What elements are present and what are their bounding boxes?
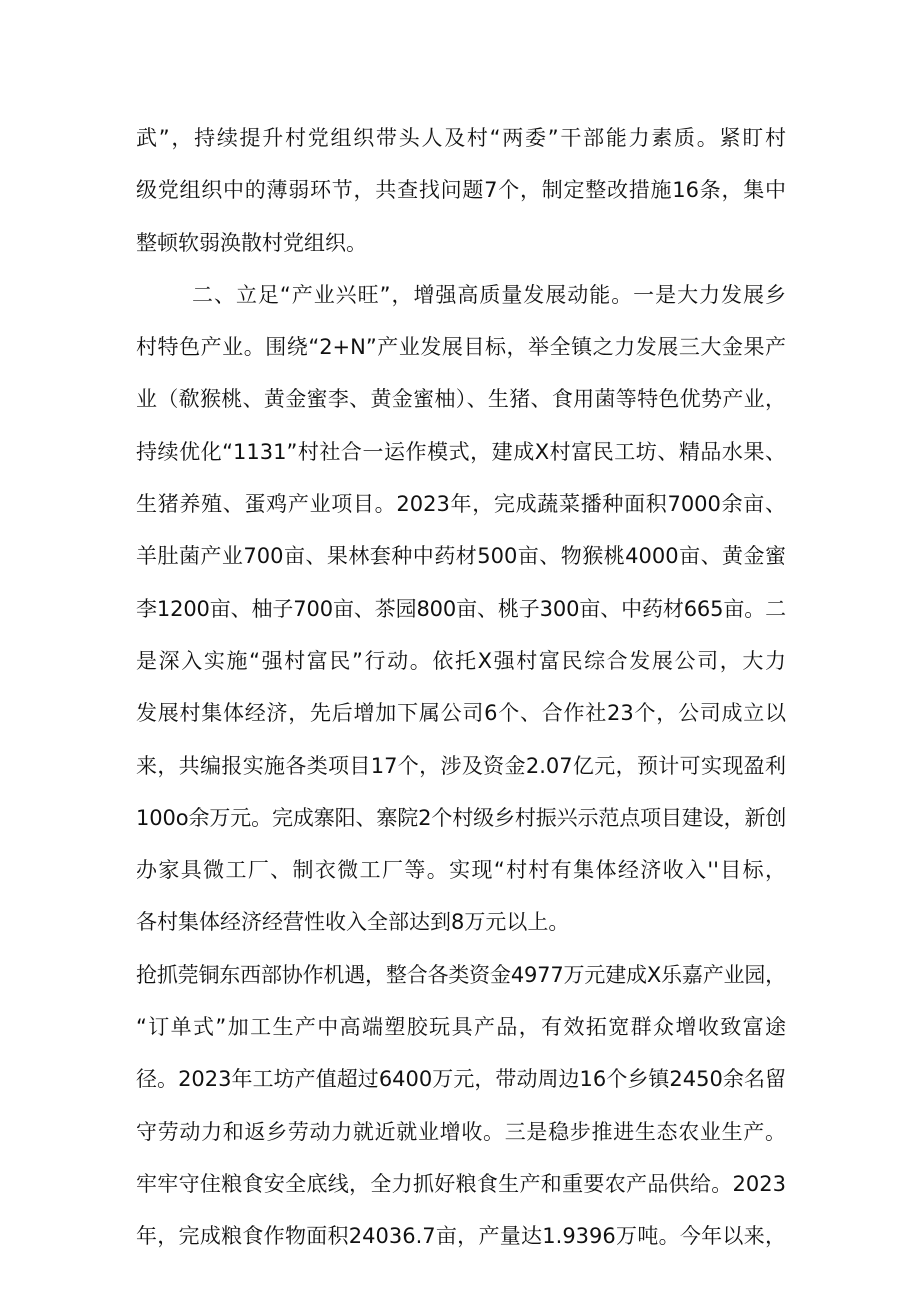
text-line: 羊肚菌产业700亩、果林套种中药材500亩、物猴桃4000亩、黄金蜜	[136, 544, 786, 569]
text-line: “订单式”加工生产中高端塑胶玩具产品，有效拓宽群众增收致富途	[136, 1015, 786, 1040]
text-line: 武”，持续提升村党组织带头人及村“两委”干部能力素质。紧盯村	[136, 126, 786, 150]
text-line: 业（欷猴桃、黄金蜜李、黄金蜜柚）、生猪、食用菌等特色优势产业，	[136, 387, 786, 412]
text-line: 整顿软弱涣散村党组织。	[136, 230, 367, 255]
text-line: 抢抓莞铜东西部协作机遇，整合各类资金4977万元建成X乐嘉产业园，	[136, 962, 786, 987]
text-line: 李1200亩、柚子700亩、茶园800亩、桃子300亩、中药材665亩。二	[136, 596, 786, 621]
text-line: 二、立足“产业兴旺”，增强高质量发展动能。一是大力发展乡	[192, 282, 786, 307]
text-line: 级党组织中的薄弱环节，共查找问题7个，制定整改措施16条，集中	[136, 178, 786, 203]
text-line: 发展村集体经济，先后增加下属公司6个、合作社23个，公司成立以	[136, 701, 786, 726]
text-line: 是深入实施“强村富民”行动。依托X强村富民综合发展公司，大力	[136, 648, 786, 673]
text-line: 100o余万元。完成寨阳、寨院2个村级乡村振兴示范点项目建设，新创	[136, 805, 787, 830]
text-line: 来，共编报实施各类项目17个，涉及资金2.07亿元，预计可实现盈利	[136, 753, 786, 778]
text-line: 年，完成粮食作物面积24036.7亩，产量达1.9396万吨。今年以来，	[136, 1224, 786, 1249]
body-text	[136, 112, 786, 1263]
text-line: 守劳动力和返乡劳动力就近就业增收。三是稳步推进生态农业生产。	[136, 1119, 786, 1144]
text-line: 持续优化“1131”村社合一运作模式，建成X村富民工坊、精品水果、	[136, 439, 786, 464]
text-line: 牢牢守住粮食安全底线，全力抓好粮食生产和重要农产品供给。2023	[136, 1171, 786, 1196]
text-line: 径。2023年工坊产值超过6400万元，带动周边16个乡镇2450余名留	[136, 1067, 786, 1092]
text-line: 生猪养殖、蛋鸡产业项目。2023年，完成蔬菜播种面积7000余亩、	[136, 492, 786, 517]
text-line: 各村集体经济经营性收入全部达到8万元以上。	[136, 910, 570, 935]
text-line: 村特色产业。围绕“2+N”产业发展目标，举全镇之力发展三大金果产	[136, 335, 786, 360]
text-line: 办家具微工厂、制衣微工厂等。实现“村村有集体经济收入''目标，	[136, 858, 786, 883]
